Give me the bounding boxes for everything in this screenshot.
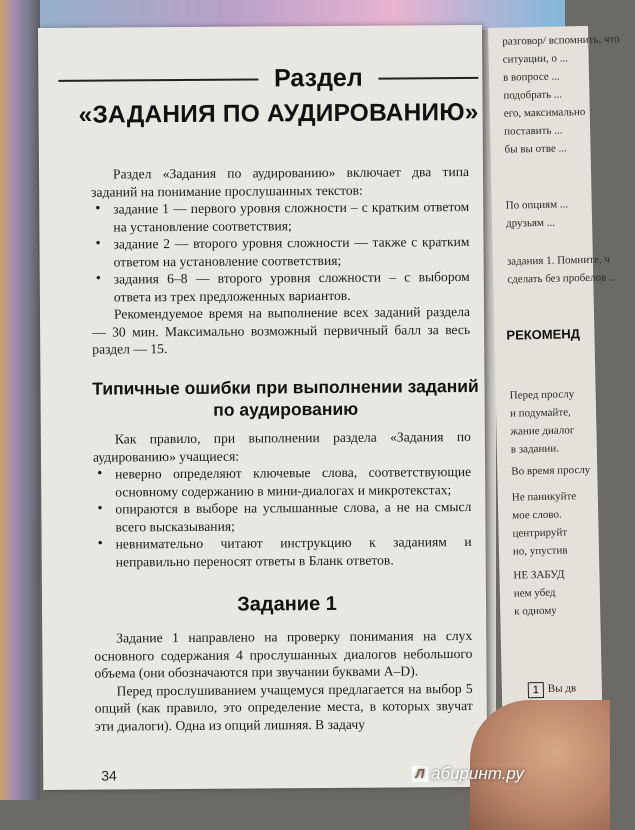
errors-block: [93, 428, 472, 571]
intro-list: [91, 198, 470, 306]
left-page: [38, 25, 487, 790]
page-number: 34: [101, 767, 117, 784]
right-page-line: ситуации, о ...: [502, 52, 569, 66]
list-item: • задания 6–8 — второго уровня сложности – с выбором ответа из трех предложенных вариантов.: [92, 268, 470, 306]
right-page-line: его, максимально: [503, 105, 586, 120]
section-title: «ЗАДАНИЯ ПО АУДИРОВАНИЮ»: [78, 98, 479, 129]
right-page-item: нем убед: [513, 586, 556, 600]
right-page-line: сделать без пробелов ...: [507, 271, 618, 286]
intro-block: [91, 163, 470, 358]
section-label: Раздел: [258, 64, 378, 94]
labirint-logo-icon: Л: [412, 766, 428, 782]
right-page-line: По опциям ...: [505, 198, 569, 212]
list-item: • задание 2 — второго уровня сложности — также с кратким ответом на установление соответствия;: [91, 233, 469, 271]
right-page-line: в вопросе ...: [502, 70, 560, 84]
right-page-box-line: Вы дв: [547, 682, 577, 695]
right-page-item: мое слово.: [512, 508, 562, 522]
background-left-strip: [0, 0, 40, 800]
right-page: [488, 26, 620, 800]
right-page-item: центрируйт: [512, 526, 568, 540]
errors-list: [93, 463, 472, 571]
right-page-line: разговор/ вспомнить, что: [502, 33, 620, 48]
right-page-item: НЕ ЗАБУД: [513, 568, 565, 582]
task-number-box: 1: [528, 682, 544, 698]
right-page-line: задания 1. Помните, ч: [506, 253, 610, 268]
right-page-line: подобрать ...: [503, 88, 563, 102]
right-page-item: жание диалог: [510, 424, 575, 438]
right-page-item: Перед прослу: [509, 388, 575, 402]
right-page-item: Не паникуйте: [511, 490, 577, 504]
errors-heading: Типичные ошибки при выполнении заданий по аудированию: [92, 375, 479, 420]
right-page-item: Во время прослу: [511, 463, 591, 478]
right-page-item: в задании.: [510, 442, 560, 456]
right-page-line: бы вы отве ...: [504, 142, 567, 156]
intro-paragraph: Раздел «Задания по аудированию» включает два типа заданий на понимание прослушанных текстов:: [91, 163, 470, 200]
right-page-heading: РЕКОМЕНД: [506, 326, 581, 343]
watermark: [412, 764, 524, 784]
task1-paragraph: Перед прослушиванием учащемуся предлагается на выбор 5 опций (как правило, это определение места, в которых звучат эти диалоги). Одна из опций лишняя. В задачу: [94, 680, 473, 734]
right-page-line: друзьям ...: [505, 216, 556, 230]
right-page-item: и подумайте,: [509, 406, 571, 420]
section-header: [58, 55, 479, 158]
list-item: • невнимательно читают инструкцию к заданиям и неправильно переносят ответы в Бланк ответов.: [94, 533, 472, 571]
task1-block: [94, 627, 473, 735]
errors-paragraph: Как правило, при выполнении раздела «Задания по аудированию» учащиеся:: [92, 428, 471, 465]
right-page-line: поставить ...: [504, 124, 563, 138]
watermark-text: абиринт.ру: [431, 764, 524, 783]
list-item: • неверно определяют ключевые слова, соответствующие основному содержанию в мини-диалогах и микротекстах;: [93, 463, 471, 501]
right-page-item: но, упустив: [512, 544, 568, 558]
list-item: • задание 1 — первого уровня сложности – с кратким ответом на установление соответствия;: [91, 198, 469, 236]
task1-heading: Задание 1: [237, 592, 337, 616]
list-item: • опираются в выборе на услышанные слова, а не на смысл всего высказывания;: [93, 498, 471, 536]
task1-paragraph: Задание 1 направлено на проверку понимания на слух основного содержания 4 прослушанных диалогов небольшого объема (они обозначаются при звучании буквами A–D).: [94, 627, 473, 681]
right-page-item: к одному: [514, 604, 557, 618]
recommendation-paragraph: Рекомендуемое время на выполнение всех заданий раздела — 30 мин. Максимально возможный первичный балл за весь раздел — 15.: [92, 303, 471, 357]
